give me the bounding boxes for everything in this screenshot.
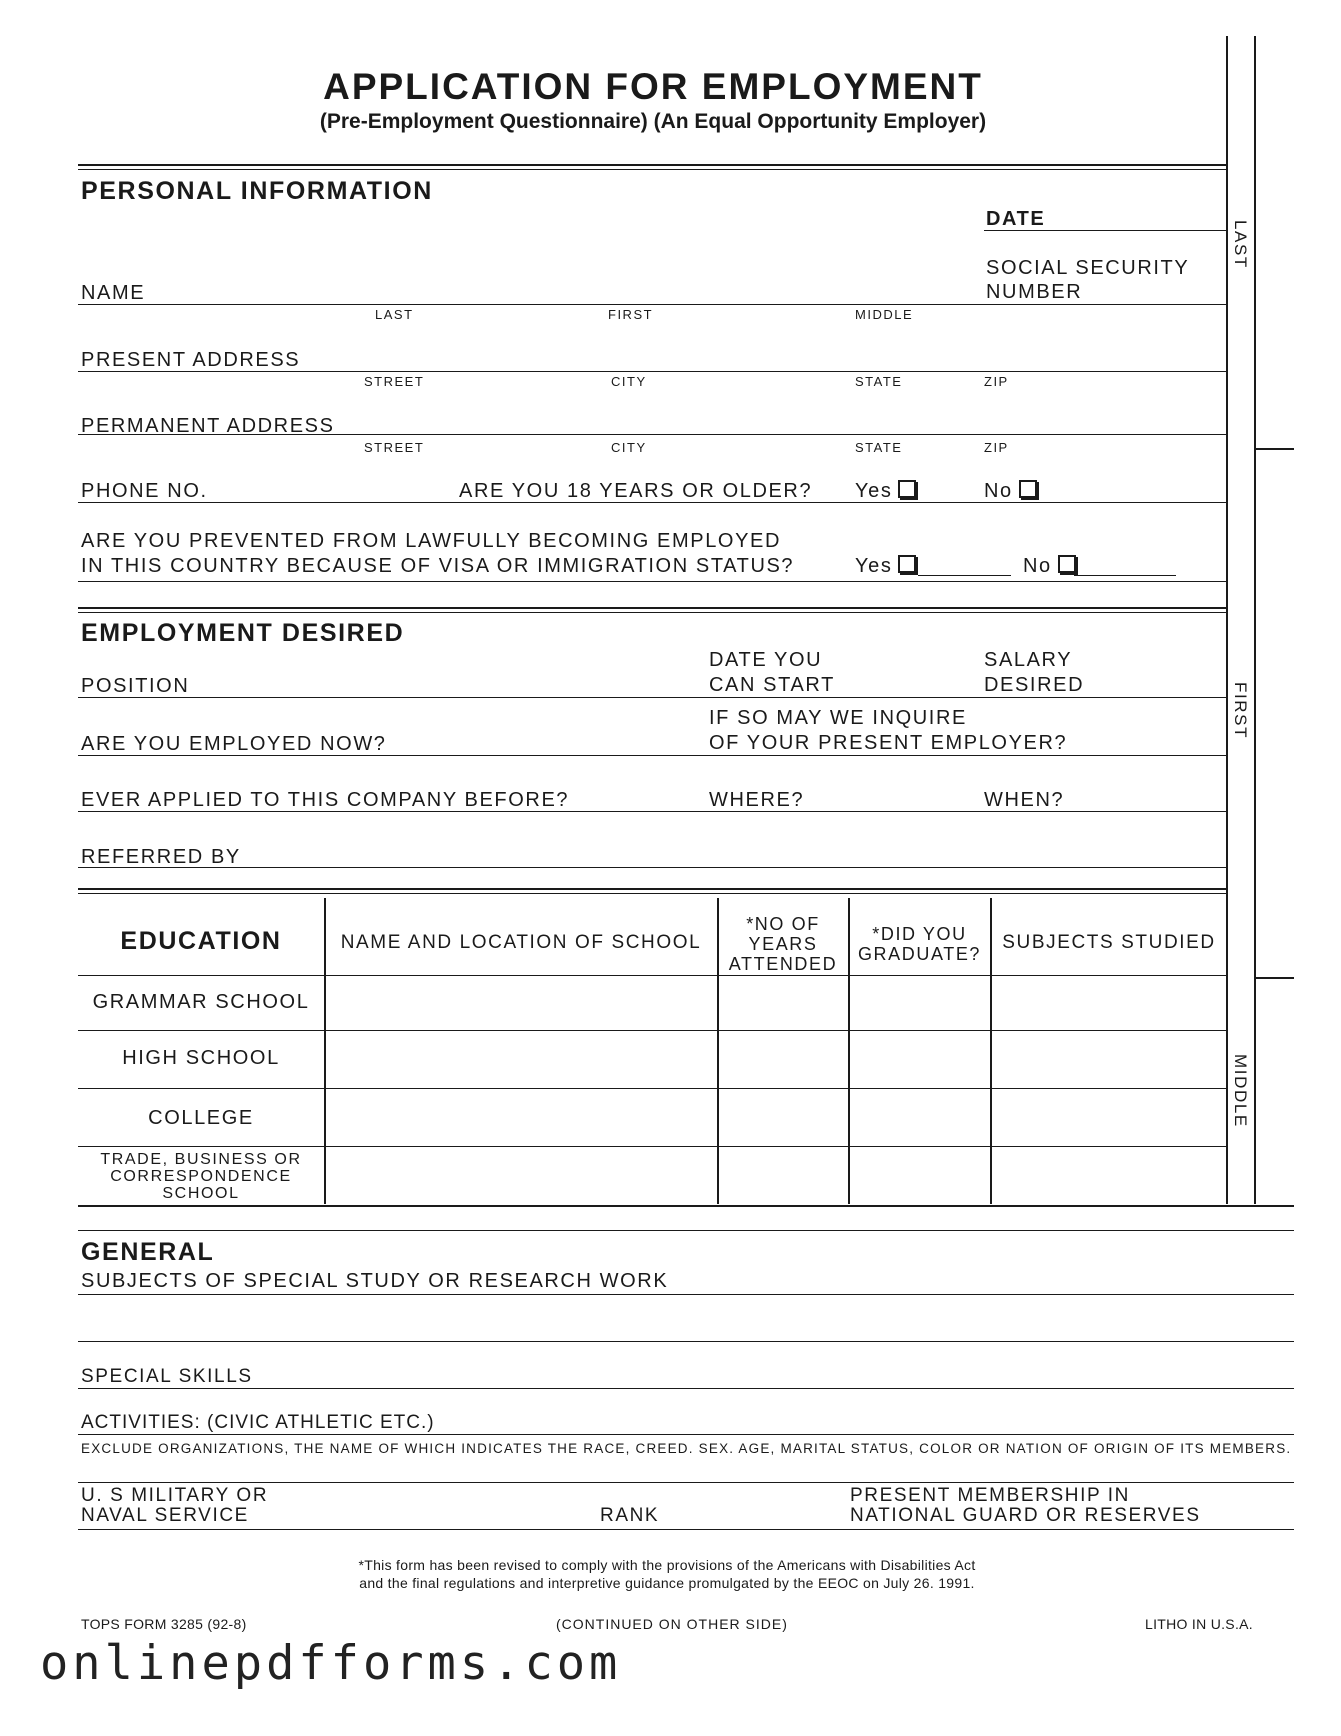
continued-note: (CONTINUED ON OTHER SIDE) xyxy=(556,1616,788,1632)
edu-col-graduate-line-2: GRADUATE? xyxy=(857,944,982,964)
visa-yes-checkbox[interactable] xyxy=(898,555,916,573)
visa-question: ARE YOU PREVENTED FROM LAWFULLY BECOMING EMPLOYED xyxy=(81,530,782,552)
edu-col-years-line-3: ATTENDED xyxy=(728,954,838,974)
skills-field[interactable] xyxy=(78,1388,1294,1389)
exclude-note: EXCLUDE ORGANIZATIONS, THE NAME OF WHICH INDICATES THE RACE, CREED. SEX. AGE, MARITAL STATUS, COLOR OR NATION OF ORIGIN OF ITS MEMBERS. xyxy=(81,1441,1292,1456)
edu-col-years-line-1: *NO OF xyxy=(746,914,820,934)
visa-question-2: IN THIS COUNTRY BECAUSE OF VISA OR IMMIGRATION STATUS? xyxy=(81,555,795,577)
edu-col-graduate-line-1: *DID YOU xyxy=(872,924,967,944)
section-divider xyxy=(78,893,1228,894)
ssn-label-2: NUMBER xyxy=(986,281,1083,303)
addr-sub-zip: ZIP xyxy=(984,374,1009,389)
edu-row-trade-line-1: TRADE, BUSINESS OR xyxy=(100,1151,302,1168)
applied-before-field[interactable] xyxy=(78,811,1228,812)
addr-sub-state: STATE xyxy=(855,440,903,455)
ada-note: *This form has been revised to comply with the provisions of the Americans with Disabilities Act xyxy=(358,1557,976,1573)
edu-col-years xyxy=(719,914,847,974)
military-label-2: NAVAL SERVICE xyxy=(81,1505,249,1526)
age-no-checkbox[interactable] xyxy=(1019,480,1037,498)
addr-sub-state: STATE xyxy=(855,374,903,389)
edu-row-trade xyxy=(78,1151,324,1202)
inquire-label: IF SO MAY WE INQUIRE xyxy=(709,707,967,729)
edu-col-school: NAME AND LOCATION OF SCHOOL xyxy=(340,932,702,953)
military-top-line xyxy=(78,1482,1294,1483)
start-date-label-2: CAN START xyxy=(709,674,835,696)
edu-row-grammar: GRAMMAR SCHOOL xyxy=(92,991,310,1013)
edu-row-line[interactable] xyxy=(78,1146,1226,1147)
skills-label: SPECIAL SKILLS xyxy=(81,1366,253,1387)
where-label: WHERE? xyxy=(709,789,805,811)
addr-sub-street: STREET xyxy=(364,440,425,455)
guard-label-2: NATIONAL GUARD OR RESERVES xyxy=(850,1505,1201,1526)
edu-row-college: COLLEGE xyxy=(148,1107,254,1129)
inquire-label-2: OF YOUR PRESENT EMPLOYER? xyxy=(709,732,1068,754)
visa-no-label: No xyxy=(1023,555,1052,577)
age-yes-checkbox[interactable] xyxy=(898,480,916,498)
visa-no-line[interactable] xyxy=(1074,575,1176,576)
form-title: APPLICATION FOR EMPLOYMENT xyxy=(323,66,983,107)
age-yes xyxy=(855,480,916,503)
present-address-field[interactable] xyxy=(78,371,1228,372)
edu-row-line[interactable] xyxy=(78,1088,1226,1089)
section-title-employment: EMPLOYMENT DESIRED xyxy=(81,619,405,647)
section-title-general: GENERAL xyxy=(81,1238,215,1266)
watermark: onlinepdfforms.com xyxy=(40,1636,622,1691)
referred-field[interactable] xyxy=(78,867,1228,868)
addr-sub-city: CITY xyxy=(611,374,647,389)
section-divider xyxy=(78,888,1228,890)
research-field[interactable] xyxy=(78,1294,1294,1295)
section-divider xyxy=(78,607,1228,609)
date-label: DATE xyxy=(986,208,1046,230)
edu-row-trade-line-2: CORRESPONDENCE xyxy=(110,1168,292,1185)
visa-yes-line[interactable] xyxy=(918,575,1011,576)
permanent-address-label: PERMANENT ADDRESS xyxy=(81,415,335,437)
side-tick-1 xyxy=(1254,448,1294,450)
section-divider xyxy=(78,169,1228,170)
salary-label-2: DESIRED xyxy=(984,674,1085,696)
visa-yes-label: Yes xyxy=(855,555,893,577)
side-label-middle: MIDDLE xyxy=(1231,1054,1250,1128)
addr-sub-city: CITY xyxy=(611,440,647,455)
section-divider xyxy=(78,612,1228,613)
name-sub-first: FIRST xyxy=(608,307,654,322)
right-rail-inner xyxy=(1226,36,1228,1204)
employed-now-label: ARE YOU EMPLOYED NOW? xyxy=(81,733,387,755)
edu-header-line xyxy=(78,975,1226,976)
name-sub-last: LAST xyxy=(375,307,414,322)
addr-sub-street: STREET xyxy=(364,374,425,389)
salary-label: SALARY xyxy=(984,649,1073,671)
ssn-label: SOCIAL SECURITY xyxy=(986,257,1190,279)
guard-label: PRESENT MEMBERSHIP IN xyxy=(850,1485,1130,1506)
research-label: SUBJECTS OF SPECIAL STUDY OR RESEARCH WORK xyxy=(81,1270,669,1292)
visa-no-checkbox[interactable] xyxy=(1058,555,1076,573)
addr-sub-zip: ZIP xyxy=(984,440,1009,455)
date-field[interactable] xyxy=(984,230,1228,231)
edu-col-subjects: SUBJECTS STUDIED xyxy=(1002,932,1216,953)
visa-no xyxy=(1023,555,1076,578)
name-sub-middle: MIDDLE xyxy=(855,307,914,322)
side-label-first: FIRST xyxy=(1231,682,1250,740)
section-title-education: EDUCATION xyxy=(120,927,282,955)
applied-before-label: EVER APPLIED TO THIS COMPANY BEFORE? xyxy=(81,789,570,811)
visa-row-line xyxy=(78,581,1228,582)
edu-col-years-line-2: YEARS xyxy=(748,934,818,954)
activities-field[interactable] xyxy=(78,1434,1294,1435)
age-no-label: No xyxy=(984,480,1013,502)
right-rail-outer xyxy=(1254,36,1256,1204)
start-date-label: DATE YOU xyxy=(709,649,823,671)
age-question: ARE YOU 18 YEARS OR OLDER? xyxy=(459,480,813,502)
age-no xyxy=(984,480,1037,503)
edu-col-graduate xyxy=(850,924,989,964)
section-divider xyxy=(78,164,1228,166)
name-label: NAME xyxy=(81,282,146,304)
edu-row-high-school: HIGH SCHOOL xyxy=(122,1047,280,1069)
activities-label: ACTIVITIES: (CIVIC ATHLETIC ETC.) xyxy=(81,1412,435,1433)
edu-row-line[interactable] xyxy=(78,1030,1226,1031)
form-id: TOPS FORM 3285 (92-8) xyxy=(81,1616,247,1632)
when-label: WHEN? xyxy=(984,789,1065,811)
present-address-label: PRESENT ADDRESS xyxy=(81,349,301,371)
ada-note-2: and the final regulations and interpretive guidance promulgated by the EEOC on July 26. 1991. xyxy=(359,1575,975,1591)
position-field[interactable] xyxy=(78,697,1228,698)
name-field[interactable] xyxy=(78,304,1228,305)
section-divider xyxy=(78,1230,1294,1231)
research-field-2[interactable] xyxy=(78,1341,1294,1342)
rank-label: RANK xyxy=(600,1505,660,1526)
form-subtitle: (Pre-Employment Questionnaire) (An Equal Opportunity Employer) xyxy=(319,110,987,133)
phone-field[interactable] xyxy=(78,502,1228,503)
military-label: U. S MILITARY OR xyxy=(81,1485,269,1506)
side-tick-2 xyxy=(1254,977,1294,979)
phone-label: PHONE NO. xyxy=(81,480,208,502)
section-divider xyxy=(78,1205,1294,1207)
referred-label: REFERRED BY xyxy=(81,846,241,868)
position-label: POSITION xyxy=(81,675,190,697)
permanent-address-field[interactable] xyxy=(78,434,1228,435)
litho-note: LITHO IN U.S.A. xyxy=(1145,1616,1253,1632)
edu-row-trade-line-3: SCHOOL xyxy=(162,1185,240,1202)
side-label-last: LAST xyxy=(1231,220,1250,269)
military-field[interactable] xyxy=(78,1529,1294,1530)
section-title-personal: PERSONAL INFORMATION xyxy=(81,177,433,205)
age-yes-label: Yes xyxy=(855,480,893,502)
employed-now-field[interactable] xyxy=(78,755,1228,756)
visa-yes xyxy=(855,555,916,578)
